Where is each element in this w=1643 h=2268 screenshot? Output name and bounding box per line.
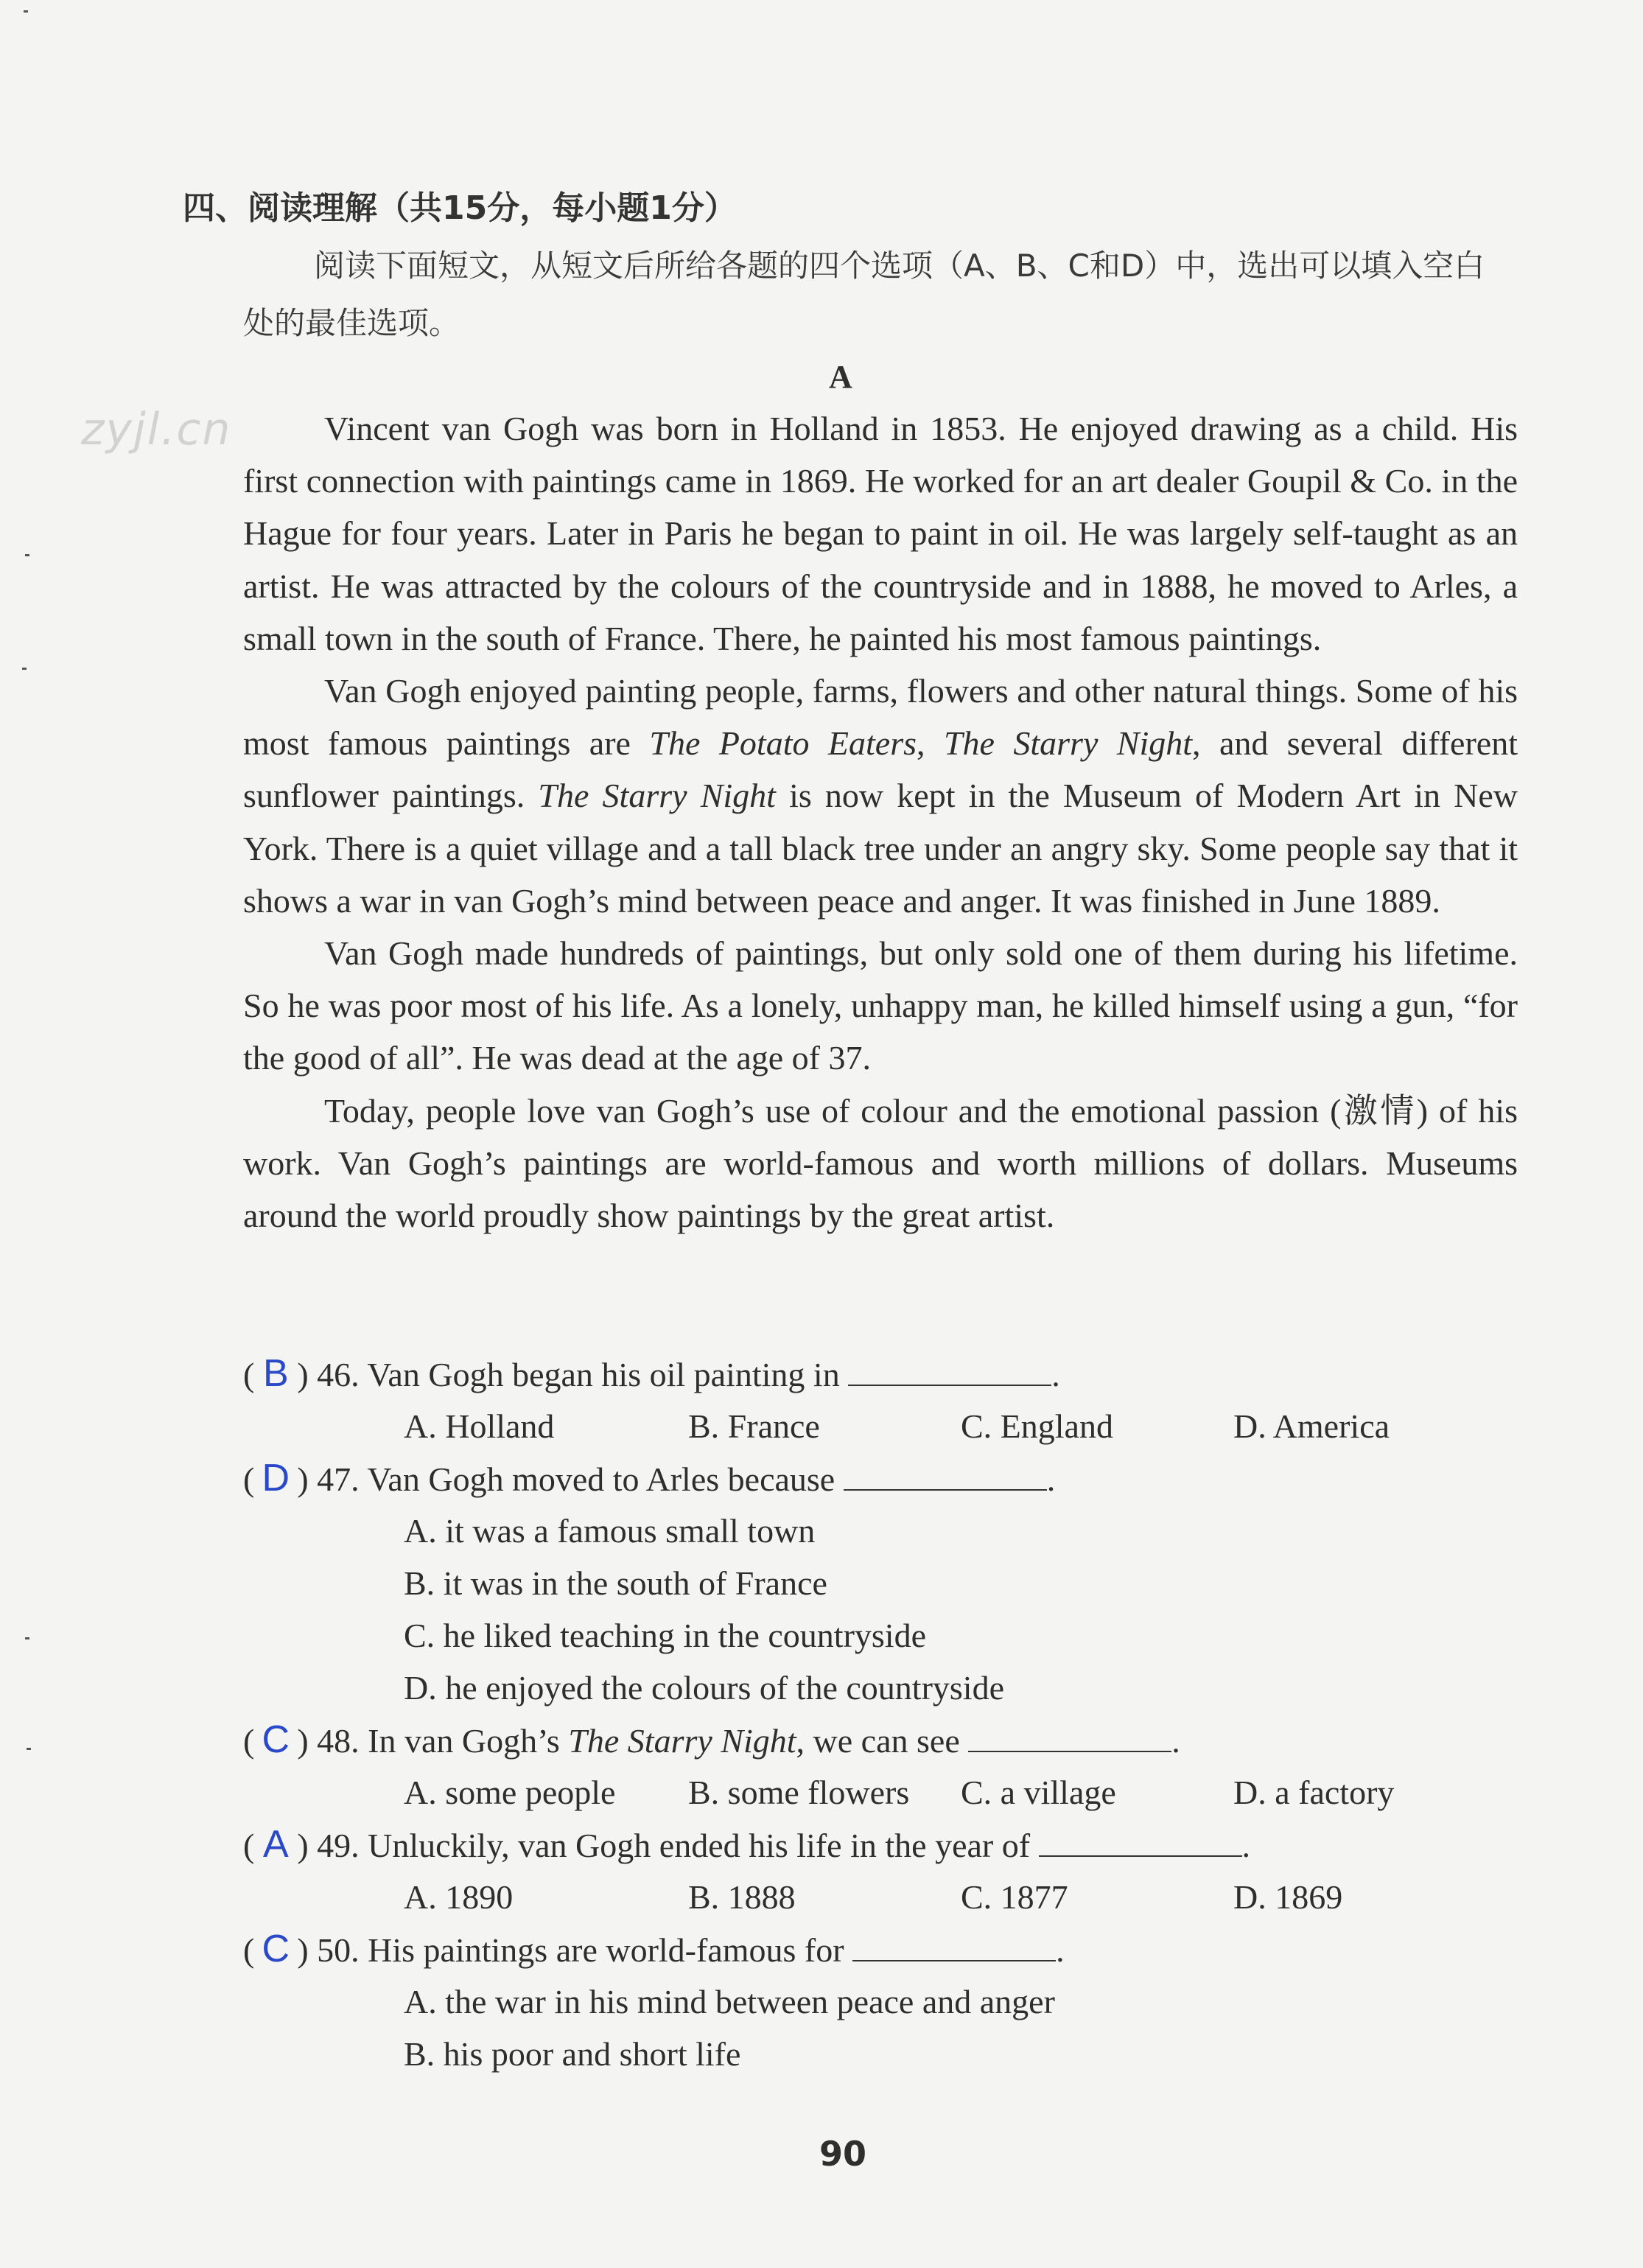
paragraph-3: Van Gogh made hundreds of paintings, but only sold one of them during his lifetime. So he was poor most of his life. As a lonely, unhappy man, he killed himself using a gun, “for the good of all”. He was dead at the age of 37. bbox=[243, 934, 1518, 1077]
margin-mark bbox=[27, 1748, 31, 1750]
answer-48: C bbox=[262, 1718, 290, 1761]
open-paren: ( bbox=[243, 1460, 255, 1498]
question-47-stem: ) 47. Van Gogh moved to Arles because bbox=[297, 1460, 835, 1498]
margin-mark bbox=[24, 10, 28, 13]
option-50-b: B. his poor and short life bbox=[404, 2035, 741, 2073]
paragraph-1: Vincent van Gogh was born in Holland in 1853. He enjoyed drawing as a child. His first connection with paintings came in 1869. He worked for an art dealer Goupil & Co. in the Hague for four years. Later in Paris he began to paint in oil. He was largely self-taught as an artist. He was attracted by the colours of the countryside and in 1888, he moved to Arles, a small town in the south of France. There, he painted his most famous paintings. bbox=[243, 410, 1518, 657]
answer-blank bbox=[1039, 1830, 1242, 1857]
title-starry-night: The Starry Night bbox=[538, 777, 776, 815]
option-47-c: C. he liked teaching in the countryside bbox=[404, 1617, 926, 1654]
answer-50: C bbox=[262, 1928, 290, 1970]
question-48: ( C ) 48. In van Gogh’s The Starry Night, we can see . bbox=[243, 1714, 1180, 1767]
option-47-a: A. it was a famous small town bbox=[404, 1512, 816, 1550]
paragraph-2-text: Van Gogh enjoyed painting people, farms, flowers and other natural things. Some of his most famous paintings are bbox=[243, 672, 1518, 763]
open-paren: ( bbox=[243, 1827, 255, 1864]
option-49-a: A. 1890 bbox=[404, 1878, 514, 1916]
open-paren: ( bbox=[243, 1722, 255, 1760]
question-50: ( C ) 50. His paintings are world-famous for . bbox=[243, 1923, 1065, 1976]
answer-46: B bbox=[262, 1352, 289, 1395]
paragraph-2 bbox=[243, 665, 1518, 927]
section-title: 四、阅读理解（共15分，每小题1分） bbox=[183, 189, 737, 227]
passage-label: A bbox=[829, 359, 852, 395]
question-49-stem: ) 49. Unluckily, van Gogh ended his life in the year of bbox=[297, 1827, 1031, 1864]
option-48-d: D. a factory bbox=[1233, 1774, 1395, 1811]
option-46-d: D. America bbox=[1233, 1407, 1390, 1445]
answer-blank bbox=[848, 1359, 1051, 1386]
section-instructions: 阅读下面短文，从短文后所给各题的四个选项（A、B、C和D）中，选出可以填入空白处的最佳选项。 bbox=[243, 248, 1485, 341]
margin-mark bbox=[22, 668, 27, 670]
option-48-c: C. a village bbox=[961, 1774, 1116, 1811]
option-48-a: A. some people bbox=[404, 1774, 616, 1811]
option-47-d: D. he enjoyed the colours of the countryside bbox=[404, 1669, 1004, 1707]
page-number: 90 bbox=[819, 2134, 867, 2174]
question-46: ( B ) 46. Van Gogh began his oil painting in . bbox=[243, 1348, 1060, 1401]
question-46-stem: ) 46. Van Gogh began his oil painting in bbox=[297, 1356, 840, 1393]
answer-blank bbox=[844, 1464, 1047, 1491]
option-49-b: B. 1888 bbox=[688, 1878, 796, 1916]
option-49-c: C. 1877 bbox=[961, 1878, 1068, 1916]
paragraph-4: Today, people love van Gogh’s use of colour and the emotional passion (激情) of his work. Van Gogh’s paintings are world-famous and worth millions of dollars. Museums around the world proudly show paintings by the great artist. bbox=[243, 1091, 1518, 1235]
answer-blank bbox=[852, 1935, 1056, 1961]
option-48-b: B. some flowers bbox=[688, 1774, 910, 1811]
option-46-c: C. England bbox=[961, 1407, 1113, 1445]
question-48-stem: ) 48. In van Gogh’s bbox=[297, 1722, 569, 1760]
paragraph-2-text: , bbox=[917, 724, 944, 763]
question-47: ( D ) 47. Van Gogh moved to Arles because . bbox=[243, 1452, 1055, 1505]
passage bbox=[243, 402, 1518, 1242]
answer-blank bbox=[968, 1726, 1171, 1752]
option-50-a: A. the war in his mind between peace and anger bbox=[404, 1983, 1055, 2020]
title-starry-night: The Starry Night bbox=[943, 724, 1193, 763]
margin-mark bbox=[25, 554, 29, 556]
question-49: ( A ) 49. Unluckily, van Gogh ended his life in the year of . bbox=[243, 1819, 1250, 1872]
answer-49: A bbox=[262, 1823, 289, 1866]
paragraph-2-text: is now kept in the Museum of Modern Art in New York. There is a quiet village and a tall black tree under an angry sky. Some people say that it shows a war in van Gogh’s mind between peace and anger. It was finished in June 1889. bbox=[243, 777, 1518, 920]
option-46-a: A. Holland bbox=[404, 1407, 555, 1445]
title-starry-night: The Starry Night bbox=[568, 1722, 796, 1760]
open-paren: ( bbox=[243, 1356, 255, 1393]
title-potato-eaters: The Potato Eaters bbox=[649, 724, 917, 763]
option-49-d: D. 1869 bbox=[1233, 1878, 1343, 1916]
answer-47: D bbox=[262, 1457, 290, 1499]
open-paren: ( bbox=[243, 1931, 255, 1969]
option-47-b: B. it was in the south of France bbox=[404, 1564, 827, 1602]
question-50-stem: ) 50. His paintings are world-famous for bbox=[297, 1931, 844, 1969]
watermark: zyjl.cn bbox=[81, 404, 232, 455]
paragraph-2-text: , and several different sunflower paintings. bbox=[243, 724, 1518, 815]
question-48-stem: , we can see bbox=[796, 1722, 960, 1760]
margin-mark bbox=[25, 1637, 29, 1639]
option-46-b: B. France bbox=[688, 1407, 820, 1445]
